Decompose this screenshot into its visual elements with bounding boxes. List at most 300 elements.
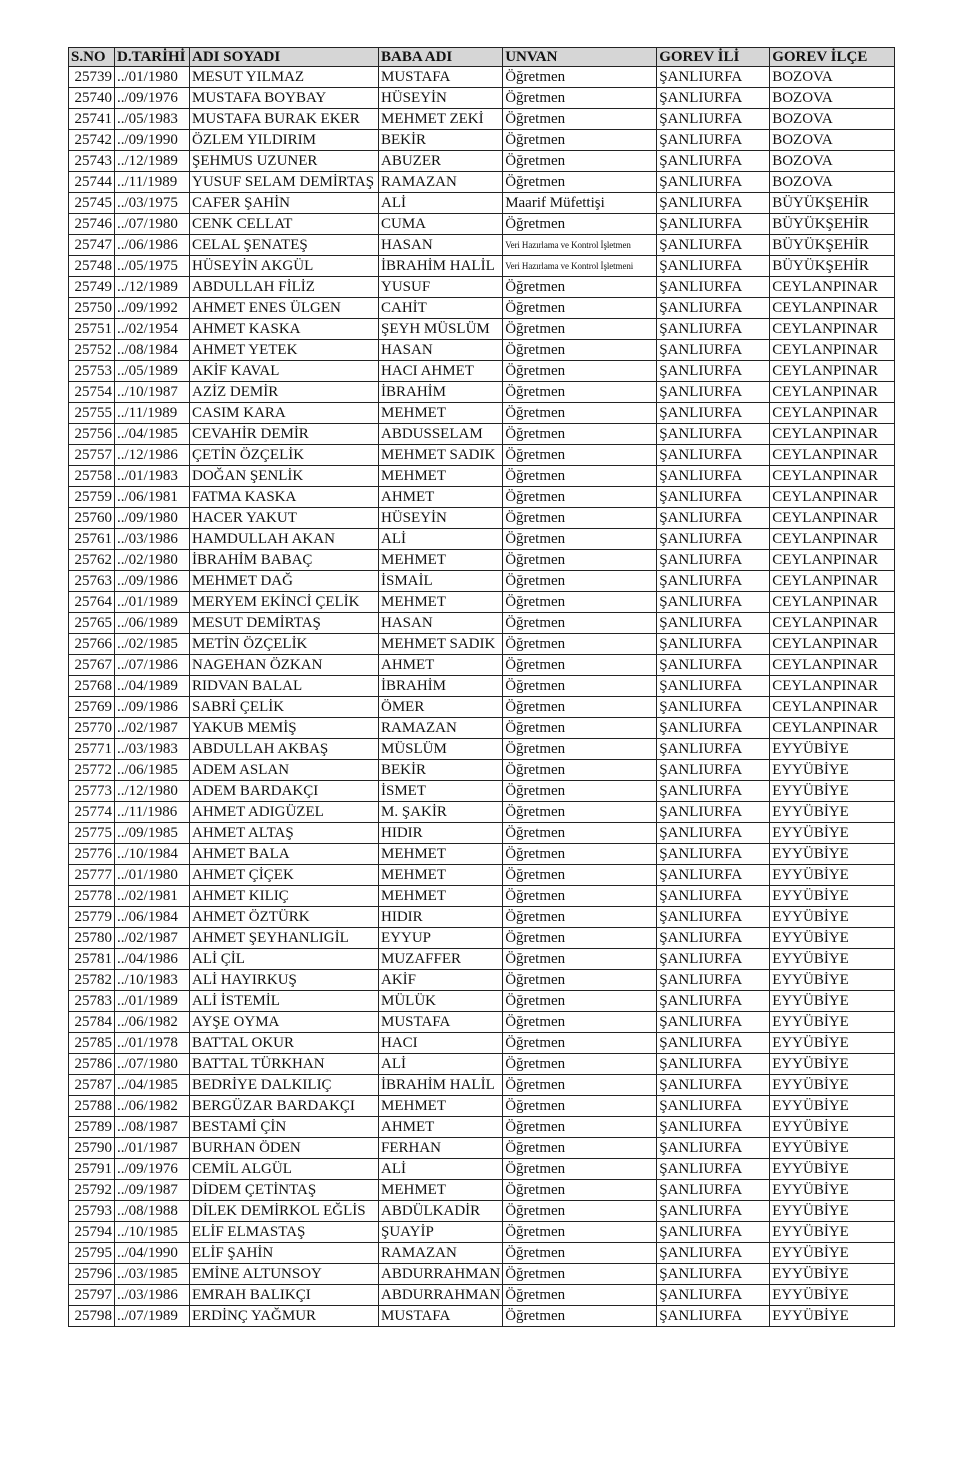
cell-birth-date: ../12/1989 [115,277,190,298]
table-row [69,907,895,928]
cell-province: ŞANLIURFA [657,739,770,760]
cell-province: ŞANLIURFA [657,1201,770,1222]
table-row [69,1054,895,1075]
table-row [69,1180,895,1201]
cell-birth-date: ../04/1989 [115,676,190,697]
cell-district: EYYÜBİYE [770,1222,895,1243]
cell-father-name: AHMET [379,487,503,508]
cell-title: Öğretmen [503,1033,657,1054]
cell-sno: 25786 [69,1054,115,1075]
cell-district: EYYÜBİYE [770,1243,895,1264]
cell-sno: 25791 [69,1159,115,1180]
cell-birth-date: ../11/1986 [115,802,190,823]
cell-father-name: YUSUF [379,277,503,298]
cell-full-name: MEHMET DAĞ [190,571,379,592]
cell-district: CEYLANPINAR [770,466,895,487]
cell-sno: 25788 [69,1096,115,1117]
cell-birth-date: ../03/1985 [115,1264,190,1285]
table-row [69,1012,895,1033]
cell-birth-date: ../09/1976 [115,88,190,109]
cell-district: CEYLANPINAR [770,487,895,508]
cell-province: ŞANLIURFA [657,193,770,214]
cell-district: CEYLANPINAR [770,382,895,403]
cell-district: BOZOVA [770,109,895,130]
cell-father-name: MEHMET SADIK [379,634,503,655]
cell-full-name: ELİF ŞAHİN [190,1243,379,1264]
cell-full-name: AHMET ÇİÇEK [190,865,379,886]
table-row [69,340,895,361]
cell-province: ŞANLIURFA [657,1243,770,1264]
cell-province: ŞANLIURFA [657,529,770,550]
cell-birth-date: ../02/1954 [115,319,190,340]
cell-father-name: MEHMET [379,550,503,571]
header-title: UNVAN [503,48,657,67]
cell-sno: 25780 [69,928,115,949]
cell-birth-date: ../06/1989 [115,613,190,634]
cell-title: Öğretmen [503,88,657,109]
cell-sno: 25783 [69,991,115,1012]
cell-title: Öğretmen [503,67,657,88]
cell-birth-date: ../07/1986 [115,655,190,676]
cell-district: EYYÜBİYE [770,949,895,970]
table-row [69,1243,895,1264]
cell-title: Öğretmen [503,886,657,907]
cell-sno: 25765 [69,613,115,634]
cell-full-name: YAKUB MEMİŞ [190,718,379,739]
cell-father-name: MUSTAFA [379,1012,503,1033]
cell-full-name: EMRAH BALIKÇI [190,1285,379,1306]
cell-province: ŞANLIURFA [657,1054,770,1075]
cell-district: EYYÜBİYE [770,928,895,949]
cell-full-name: BATTAL OKUR [190,1033,379,1054]
cell-sno: 25759 [69,487,115,508]
cell-birth-date: ../06/1986 [115,235,190,256]
cell-province: ŞANLIURFA [657,781,770,802]
cell-sno: 25792 [69,1180,115,1201]
header-birth-date: D.TARİHİ [115,48,190,67]
cell-father-name: CAHİT [379,298,503,319]
table-row [69,277,895,298]
cell-province: ŞANLIURFA [657,319,770,340]
cell-title: Öğretmen [503,361,657,382]
cell-full-name: BESTAMİ ÇİN [190,1117,379,1138]
cell-sno: 25744 [69,172,115,193]
cell-title: Öğretmen [503,844,657,865]
cell-full-name: ERDİNÇ YAĞMUR [190,1306,379,1327]
cell-full-name: AHMET ŞEYHANLIGİL [190,928,379,949]
cell-title: Öğretmen [503,1075,657,1096]
cell-sno: 25764 [69,592,115,613]
cell-district: EYYÜBİYE [770,1159,895,1180]
cell-sno: 25797 [69,1285,115,1306]
cell-birth-date: ../06/1985 [115,760,190,781]
cell-sno: 25746 [69,214,115,235]
cell-district: EYYÜBİYE [770,1075,895,1096]
cell-father-name: MÜSLÜM [379,739,503,760]
cell-birth-date: ../05/1975 [115,256,190,277]
cell-birth-date: ../04/1986 [115,949,190,970]
cell-father-name: MEHMET [379,844,503,865]
cell-full-name: DİLEK DEMİRKOL EĞLİS [190,1201,379,1222]
cell-sno: 25790 [69,1138,115,1159]
table-row [69,1075,895,1096]
cell-sno: 25742 [69,130,115,151]
cell-birth-date: ../10/1983 [115,970,190,991]
cell-full-name: BATTAL TÜRKHAN [190,1054,379,1075]
cell-full-name: ALİ İSTEMİL [190,991,379,1012]
cell-full-name: AYŞE OYMA [190,1012,379,1033]
cell-province: ŞANLIURFA [657,907,770,928]
cell-father-name: EYYUP [379,928,503,949]
cell-sno: 25794 [69,1222,115,1243]
cell-province: ŞANLIURFA [657,361,770,382]
table-row [69,1033,895,1054]
cell-father-name: FERHAN [379,1138,503,1159]
cell-sno: 25776 [69,844,115,865]
cell-title: Öğretmen [503,823,657,844]
cell-full-name: FATMA KASKA [190,487,379,508]
cell-sno: 25785 [69,1033,115,1054]
table-row [69,508,895,529]
cell-district: BÜYÜKŞEHİR [770,193,895,214]
cell-sno: 25760 [69,508,115,529]
cell-district: EYYÜBİYE [770,823,895,844]
cell-birth-date: ../01/1989 [115,592,190,613]
cell-title: Öğretmen [503,1222,657,1243]
cell-district: BOZOVA [770,130,895,151]
cell-father-name: İSMAİL [379,571,503,592]
cell-district: CEYLANPINAR [770,676,895,697]
cell-province: ŞANLIURFA [657,424,770,445]
cell-father-name: ABDÜLKADİR [379,1201,503,1222]
cell-sno: 25751 [69,319,115,340]
cell-province: ŞANLIURFA [657,697,770,718]
cell-province: ŞANLIURFA [657,382,770,403]
cell-province: ŞANLIURFA [657,865,770,886]
cell-province: ŞANLIURFA [657,1222,770,1243]
cell-full-name: ELİF ELMASTAŞ [190,1222,379,1243]
cell-title: Öğretmen [503,424,657,445]
table-row [69,214,895,235]
cell-birth-date: ../08/1984 [115,340,190,361]
cell-birth-date: ../02/1981 [115,886,190,907]
cell-district: EYYÜBİYE [770,886,895,907]
cell-title: Öğretmen [503,1012,657,1033]
cell-province: ŞANLIURFA [657,340,770,361]
cell-birth-date: ../09/1986 [115,697,190,718]
cell-province: ŞANLIURFA [657,214,770,235]
cell-title: Öğretmen [503,802,657,823]
table-row [69,592,895,613]
cell-district: BOZOVA [770,88,895,109]
cell-district: EYYÜBİYE [770,781,895,802]
cell-district: CEYLANPINAR [770,340,895,361]
cell-father-name: RAMAZAN [379,1243,503,1264]
cell-title: Öğretmen [503,676,657,697]
table-row [69,235,895,256]
cell-sno: 25741 [69,109,115,130]
cell-title: Öğretmen [503,277,657,298]
cell-province: ŞANLIURFA [657,1159,770,1180]
cell-title: Öğretmen [503,718,657,739]
cell-sno: 25743 [69,151,115,172]
cell-district: EYYÜBİYE [770,1285,895,1306]
cell-province: ŞANLIURFA [657,1138,770,1159]
cell-province: ŞANLIURFA [657,466,770,487]
cell-sno: 25775 [69,823,115,844]
cell-district: CEYLANPINAR [770,508,895,529]
cell-title: Öğretmen [503,634,657,655]
cell-title: Öğretmen [503,508,657,529]
cell-title: Öğretmen [503,466,657,487]
cell-province: ŞANLIURFA [657,172,770,193]
table-row [69,991,895,1012]
cell-sno: 25789 [69,1117,115,1138]
cell-birth-date: ../01/1983 [115,466,190,487]
cell-title: Öğretmen [503,781,657,802]
cell-birth-date: ../09/1987 [115,1180,190,1201]
table-row [69,193,895,214]
cell-province: ŞANLIURFA [657,676,770,697]
cell-title: Öğretmen [503,403,657,424]
cell-birth-date: ../04/1990 [115,1243,190,1264]
cell-district: EYYÜBİYE [770,760,895,781]
table-row [69,634,895,655]
cell-sno: 25740 [69,88,115,109]
cell-birth-date: ../02/1980 [115,550,190,571]
cell-birth-date: ../08/1988 [115,1201,190,1222]
cell-district: EYYÜBİYE [770,1138,895,1159]
table-row [69,1159,895,1180]
cell-title: Öğretmen [503,655,657,676]
table-row [69,403,895,424]
cell-birth-date: ../06/1982 [115,1012,190,1033]
cell-sno: 25784 [69,1012,115,1033]
cell-father-name: MUZAFFER [379,949,503,970]
cell-sno: 25778 [69,886,115,907]
cell-province: ŞANLIURFA [657,88,770,109]
cell-sno: 25781 [69,949,115,970]
cell-province: ŞANLIURFA [657,634,770,655]
cell-province: ŞANLIURFA [657,109,770,130]
cell-province: ŞANLIURFA [657,508,770,529]
table-row [69,781,895,802]
cell-district: CEYLANPINAR [770,655,895,676]
cell-father-name: MEHMET [379,592,503,613]
cell-title: Öğretmen [503,151,657,172]
table-row [69,970,895,991]
table-row [69,1306,895,1327]
cell-full-name: AHMET YETEK [190,340,379,361]
cell-full-name: DOĞAN ŞENLİK [190,466,379,487]
table-row [69,298,895,319]
cell-title: Öğretmen [503,1201,657,1222]
cell-sno: 25798 [69,1306,115,1327]
table-row [69,760,895,781]
cell-birth-date: ../09/1986 [115,571,190,592]
cell-full-name: NAGEHAN ÖZKAN [190,655,379,676]
cell-birth-date: ../03/1986 [115,1285,190,1306]
cell-full-name: ÇETİN ÖZÇELİK [190,445,379,466]
cell-sno: 25755 [69,403,115,424]
cell-province: ŞANLIURFA [657,760,770,781]
cell-sno: 25766 [69,634,115,655]
cell-sno: 25774 [69,802,115,823]
cell-province: ŞANLIURFA [657,655,770,676]
cell-sno: 25769 [69,697,115,718]
cell-title: Öğretmen [503,1138,657,1159]
cell-title: Öğretmen [503,1285,657,1306]
cell-birth-date: ../03/1975 [115,193,190,214]
cell-full-name: MUSTAFA BURAK EKER [190,109,379,130]
table-row [69,928,895,949]
cell-district: EYYÜBİYE [770,1012,895,1033]
cell-district: EYYÜBİYE [770,1096,895,1117]
cell-father-name: AKİF [379,970,503,991]
cell-district: CEYLANPINAR [770,697,895,718]
cell-full-name: MUSTAFA BOYBAY [190,88,379,109]
cell-full-name: MESUT YILMAZ [190,67,379,88]
cell-sno: 25787 [69,1075,115,1096]
cell-full-name: ŞEHMUS UZUNER [190,151,379,172]
cell-district: CEYLANPINAR [770,529,895,550]
cell-birth-date: ../01/1987 [115,1138,190,1159]
cell-sno: 25793 [69,1201,115,1222]
cell-father-name: İBRAHİM [379,382,503,403]
cell-province: ŞANLIURFA [657,1012,770,1033]
cell-full-name: HÜSEYİN AKGÜL [190,256,379,277]
table-row [69,1222,895,1243]
cell-father-name: AHMET [379,1117,503,1138]
cell-province: ŞANLIURFA [657,613,770,634]
cell-district: EYYÜBİYE [770,1033,895,1054]
cell-full-name: AHMET ÖZTÜRK [190,907,379,928]
cell-title: Öğretmen [503,865,657,886]
cell-father-name: İBRAHİM [379,676,503,697]
cell-province: ŞANLIURFA [657,970,770,991]
table-row [69,172,895,193]
cell-district: CEYLANPINAR [770,718,895,739]
cell-father-name: CUMA [379,214,503,235]
cell-father-name: MEHMET [379,1096,503,1117]
cell-district: CEYLANPINAR [770,634,895,655]
header-row [69,48,895,67]
cell-district: BÜYÜKŞEHİR [770,214,895,235]
cell-district: EYYÜBİYE [770,1054,895,1075]
cell-province: ŞANLIURFA [657,1033,770,1054]
cell-father-name: İBRAHİM HALİL [379,256,503,277]
header-sno: S.NO [69,48,115,67]
cell-father-name: HIDIR [379,907,503,928]
cell-province: ŞANLIURFA [657,1180,770,1201]
cell-sno: 25779 [69,907,115,928]
cell-sno: 25795 [69,1243,115,1264]
cell-father-name: HASAN [379,613,503,634]
cell-province: ŞANLIURFA [657,802,770,823]
cell-father-name: ABDURRAHMAN [379,1285,503,1306]
cell-father-name: HACI AHMET [379,361,503,382]
cell-full-name: YUSUF SELAM DEMİRTAŞ [190,172,379,193]
table-row [69,844,895,865]
cell-father-name: ALİ [379,1054,503,1075]
cell-title: Öğretmen [503,298,657,319]
cell-full-name: ALİ HAYIRKUŞ [190,970,379,991]
cell-birth-date: ../06/1981 [115,487,190,508]
cell-birth-date: ../01/1978 [115,1033,190,1054]
cell-father-name: MUSTAFA [379,67,503,88]
cell-birth-date: ../07/1989 [115,1306,190,1327]
cell-birth-date: ../12/1986 [115,445,190,466]
cell-full-name: HAMDULLAH AKAN [190,529,379,550]
cell-father-name: HIDIR [379,823,503,844]
cell-birth-date: ../01/1989 [115,991,190,1012]
header-district: GOREV İLÇE [770,48,895,67]
cell-sno: 25752 [69,340,115,361]
cell-birth-date: ../10/1984 [115,844,190,865]
cell-title: Öğretmen [503,487,657,508]
cell-birth-date: ../10/1987 [115,382,190,403]
cell-full-name: AHMET KASKA [190,319,379,340]
cell-father-name: MEHMET [379,886,503,907]
cell-full-name: ADEM ASLAN [190,760,379,781]
cell-district: EYYÜBİYE [770,802,895,823]
cell-sno: 25748 [69,256,115,277]
cell-birth-date: ../01/1980 [115,865,190,886]
cell-sno: 25749 [69,277,115,298]
cell-full-name: MERYEM EKİNCİ ÇELİK [190,592,379,613]
cell-district: CEYLANPINAR [770,571,895,592]
cell-father-name: MEHMET SADIK [379,445,503,466]
cell-father-name: ABUZER [379,151,503,172]
cell-father-name: HACI [379,1033,503,1054]
cell-province: ŞANLIURFA [657,1306,770,1327]
cell-father-name: HÜSEYİN [379,508,503,529]
cell-full-name: ÖZLEM YILDIRIM [190,130,379,151]
cell-province: ŞANLIURFA [657,550,770,571]
table-row [69,88,895,109]
cell-province: ŞANLIURFA [657,949,770,970]
cell-birth-date: ../11/1989 [115,172,190,193]
table-row [69,466,895,487]
table-row [69,109,895,130]
cell-district: BOZOVA [770,172,895,193]
cell-birth-date: ../04/1985 [115,1075,190,1096]
cell-title: Öğretmen [503,991,657,1012]
cell-father-name: ABDUSSELAM [379,424,503,445]
cell-title: Öğretmen [503,907,657,928]
cell-title: Öğretmen [503,949,657,970]
cell-father-name: ŞEYH MÜSLÜM [379,319,503,340]
cell-sno: 25757 [69,445,115,466]
cell-title: Maarif Müfettişi [503,193,657,214]
cell-title: Öğretmen [503,130,657,151]
cell-father-name: İSMET [379,781,503,802]
cell-sno: 25782 [69,970,115,991]
cell-birth-date: ../06/1984 [115,907,190,928]
cell-father-name: ALİ [379,193,503,214]
cell-birth-date: ../12/1980 [115,781,190,802]
cell-title: Öğretmen [503,928,657,949]
cell-father-name: İBRAHİM HALİL [379,1075,503,1096]
cell-father-name: RAMAZAN [379,172,503,193]
cell-father-name: HASAN [379,340,503,361]
cell-title: Öğretmen [503,592,657,613]
cell-full-name: SABRİ ÇELİK [190,697,379,718]
cell-sno: 25772 [69,760,115,781]
cell-full-name: CEMİL ALGÜL [190,1159,379,1180]
cell-birth-date: ../09/1992 [115,298,190,319]
cell-full-name: CASIM KARA [190,403,379,424]
